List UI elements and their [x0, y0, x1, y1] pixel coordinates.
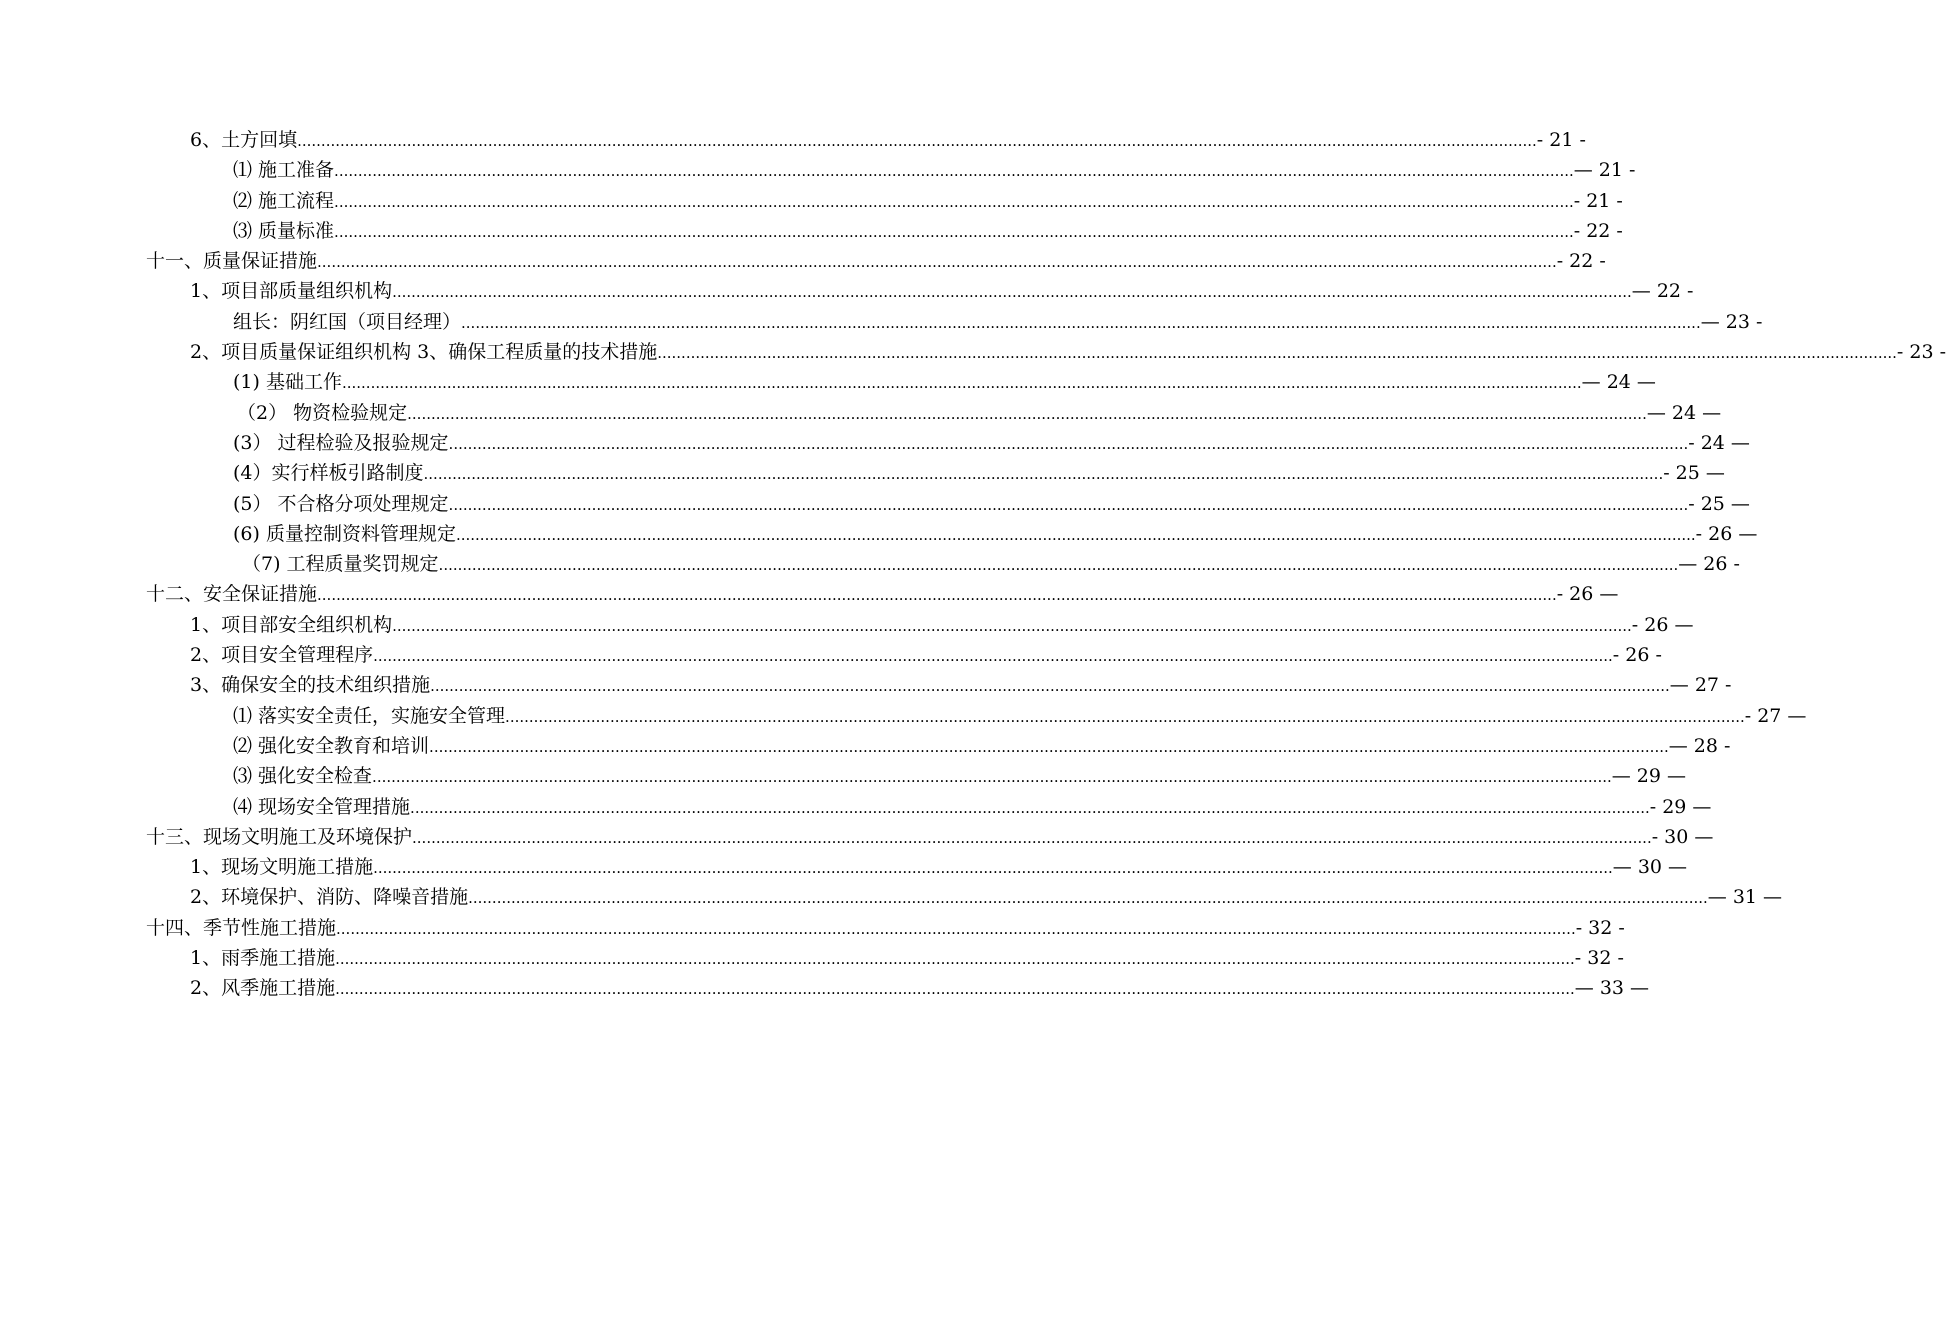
- toc-entry-page: - 21 -: [1573, 189, 1623, 212]
- toc-dot-leader: ....................................................................................................................................................................................................................................................................: [297, 132, 1537, 150]
- toc-dot-leader: ....................................................................................................................................................................................................................................................................: [373, 647, 1613, 666]
- toc-entry: [0, 701, 1807, 731]
- toc-entry-page: — 28 -: [1668, 734, 1731, 757]
- toc-dot-leader: ....................................................................................................................................................................................................................................................................: [410, 798, 1650, 817]
- toc-entry: [0, 882, 1783, 912]
- toc-entry-page: — 21 -: [1573, 159, 1636, 182]
- toc-entry: [0, 792, 1712, 822]
- toc-entry-page: — 29 —: [1611, 765, 1687, 788]
- toc-entry-page: — 33 —: [1574, 977, 1650, 1000]
- toc-dot-leader: ....................................................................................................................................................................................................................................................................: [430, 677, 1670, 696]
- toc-dot-leader: ....................................................................................................................................................................................................................................................................: [317, 253, 1557, 272]
- toc-entry-page: - 26 —: [1695, 522, 1758, 545]
- toc-entry: [0, 761, 1687, 791]
- toc-entry: [0, 519, 1758, 549]
- toc-dot-leader: ....................................................................................................................................................................................................................................................................: [407, 404, 1647, 423]
- toc-entry-title: (1) 基础工作: [233, 371, 342, 394]
- toc-entry-title: 3、确保安全的技术组织措施: [190, 674, 431, 697]
- toc-entry-title: (5） 不合格分项处理规定: [233, 492, 449, 515]
- toc-dot-leader: ....................................................................................................................................................................................................................................................................: [448, 434, 1689, 453]
- toc-entry: [0, 852, 1688, 882]
- toc-entry: [0, 428, 1750, 458]
- toc-entry-page: - 23 -: [1896, 341, 1946, 364]
- toc-dot-leader: ....................................................................................................................................................................................................................................................................: [423, 465, 1664, 484]
- toc-entry-page: — 23 -: [1700, 310, 1763, 333]
- toc-dot-leader: ....................................................................................................................................................................................................................................................................: [438, 556, 1679, 575]
- toc-entry-page: - 32 -: [1574, 947, 1624, 970]
- toc-entry: [0, 943, 1624, 973]
- toc-entry-title: 2、风季施工措施: [190, 977, 336, 1000]
- toc-entry: [0, 367, 1656, 397]
- toc-entry-page: — 31 —: [1707, 886, 1783, 909]
- toc-entry-page: — 22 -: [1631, 280, 1694, 303]
- toc-dot-leader: ....................................................................................................................................................................................................................................................................: [335, 980, 1575, 999]
- toc-entry-page: - 26 —: [1631, 613, 1694, 636]
- toc-entry-title: (4）实行样板引路制度: [233, 462, 424, 485]
- toc-entry: [0, 549, 1740, 579]
- toc-entry-page: - 26 -: [1612, 644, 1662, 667]
- toc-entry: [0, 246, 1606, 276]
- toc-dot-leader: ....................................................................................................................................................................................................................................................................: [455, 525, 1696, 544]
- toc-entry-title: 1、项目部质量组织机构: [190, 280, 393, 303]
- table-of-contents: [0, 125, 1946, 1004]
- toc-dot-leader: ....................................................................................................................................................................................................................................................................: [334, 162, 1574, 181]
- toc-entry-title: 十三、现场文明施工及环境保护: [146, 825, 413, 848]
- toc-entry: [0, 458, 1725, 488]
- toc-entry: [0, 913, 1625, 943]
- toc-entry-page: - 24 —: [1688, 431, 1750, 454]
- toc-dot-leader: ....................................................................................................................................................................................................................................................................: [334, 192, 1574, 211]
- toc-entry: [0, 186, 1623, 216]
- toc-dot-leader: ....................................................................................................................................................................................................................................................................: [317, 586, 1557, 605]
- toc-entry-title: 1、雨季施工措施: [190, 947, 336, 970]
- toc-entry-page: - 22 -: [1573, 219, 1623, 242]
- toc-entry-title: ⑷ 现场安全管理措施: [233, 795, 411, 818]
- toc-dot-leader: ....................................................................................................................................................................................................................................................................: [336, 919, 1576, 938]
- toc-entry-title: 十二、安全保证措施: [146, 583, 318, 606]
- toc-entry-title: （7) 工程质量奖罚规定: [242, 553, 439, 576]
- toc-dot-leader: ....................................................................................................................................................................................................................................................................: [373, 859, 1613, 878]
- toc-dot-leader: ....................................................................................................................................................................................................................................................................: [412, 828, 1652, 847]
- toc-entry: [0, 973, 1650, 1003]
- toc-entry: [0, 670, 1732, 700]
- toc-entry-page: - 30 —: [1651, 825, 1714, 848]
- toc-entry-title: 1、现场文明施工措施: [190, 856, 374, 879]
- toc-dot-leader: ....................................................................................................................................................................................................................................................................: [657, 344, 1897, 363]
- toc-entry-title: ⑵ 强化安全教育和培训: [233, 734, 430, 757]
- toc-entry-title: 组长：阴红国（项目经理）: [233, 310, 462, 333]
- toc-entry-page: — 27 -: [1669, 674, 1732, 697]
- toc-entry: [0, 640, 1662, 670]
- toc-entry: [0, 216, 1623, 246]
- toc-entry-title: （2） 物资检验规定: [237, 401, 408, 424]
- toc-entry-title: 6、土方回填: [190, 129, 298, 151]
- toc-entry-title: 2、项目质量保证组织机构 3、确保工程质量的技术措施: [190, 341, 658, 364]
- toc-entry-title: (6) 质量控制资料管理规定: [233, 522, 456, 545]
- toc-entry: [0, 398, 1722, 428]
- toc-dot-leader: ....................................................................................................................................................................................................................................................................: [335, 950, 1575, 969]
- toc-dot-leader: ....................................................................................................................................................................................................................................................................: [461, 313, 1701, 332]
- toc-entry-page: - 22 -: [1556, 250, 1606, 273]
- toc-entry-title: ⑴ 施工准备: [233, 159, 335, 182]
- toc-entry: [0, 307, 1763, 337]
- toc-dot-leader: ....................................................................................................................................................................................................................................................................: [429, 737, 1669, 756]
- toc-entry: [0, 610, 1694, 640]
- toc-entry-page: — 24 —: [1646, 401, 1722, 424]
- toc-entry-page: - 26 —: [1556, 583, 1619, 606]
- toc-entry-title: 十四、季节性施工措施: [146, 916, 337, 939]
- toc-entry-page: — 30 —: [1612, 856, 1688, 879]
- toc-entry-page: - 29 —: [1649, 795, 1712, 818]
- toc-dot-leader: ....................................................................................................................................................................................................................................................................: [448, 495, 1689, 514]
- toc-entry-title: ⑵ 施工流程: [233, 189, 335, 212]
- toc-entry-page: — 26 -: [1678, 553, 1740, 576]
- toc-entry: [0, 822, 1714, 852]
- toc-dot-leader: ....................................................................................................................................................................................................................................................................: [341, 374, 1582, 393]
- toc-entry-title: ⑴ 落实安全责任，实施安全管理: [233, 704, 506, 727]
- toc-dot-leader: ....................................................................................................................................................................................................................................................................: [392, 283, 1632, 302]
- toc-entry: [0, 731, 1731, 761]
- toc-entry-title: (3） 过程检验及报验规定: [233, 431, 449, 454]
- toc-entry-title: 2、环境保护、消防、降噪音措施: [190, 886, 469, 909]
- toc-entry-title: 2、项目安全管理程序: [190, 644, 374, 667]
- toc-entry: [0, 155, 1636, 185]
- toc-entry-page: - 32 -: [1575, 916, 1625, 939]
- toc-entry-title: 十一、质量保证措施: [146, 250, 318, 273]
- toc-entry: [0, 276, 1694, 306]
- toc-entry-page: - 25 —: [1663, 462, 1725, 485]
- toc-entry-page: - 25 —: [1688, 492, 1750, 515]
- toc-entry-title: 1、项目部安全组织机构: [190, 613, 393, 636]
- toc-entry: [0, 337, 1946, 367]
- toc-dot-leader: ....................................................................................................................................................................................................................................................................: [392, 616, 1632, 635]
- toc-entry: [0, 489, 1750, 519]
- toc-entry-title: ⑶ 强化安全检查: [233, 765, 373, 788]
- toc-entry-page: - 21 -: [1536, 129, 1586, 151]
- toc-dot-leader: ....................................................................................................................................................................................................................................................................: [334, 222, 1574, 241]
- toc-entry: [0, 125, 1586, 155]
- toc-entry-title: ⑶ 质量标准: [233, 219, 335, 242]
- toc-entry: [0, 579, 1619, 609]
- toc-dot-leader: ....................................................................................................................................................................................................................................................................: [505, 707, 1745, 726]
- toc-dot-leader: ....................................................................................................................................................................................................................................................................: [468, 889, 1708, 908]
- toc-entry-page: — 24 —: [1581, 371, 1656, 394]
- toc-entry-page: - 27 —: [1744, 704, 1807, 727]
- toc-dot-leader: ....................................................................................................................................................................................................................................................................: [372, 768, 1612, 787]
